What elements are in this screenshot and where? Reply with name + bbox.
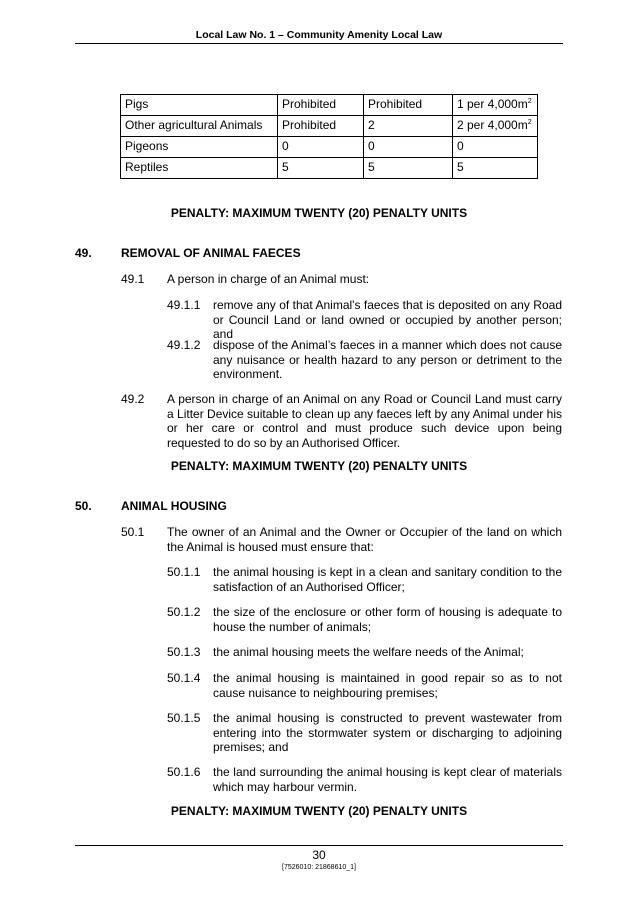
cell-value: 1 per 4,000m	[457, 97, 528, 111]
section-title: REMOVAL OF ANIMAL FAECES	[121, 246, 301, 260]
clause-number: 49.1	[121, 272, 145, 286]
cell-value: 5	[457, 160, 464, 174]
table-cell: Reptiles	[121, 158, 278, 179]
subclause-number: 50.1.6	[167, 765, 201, 779]
subclause-text: the animal housing is constructed to prevent wastewater from entering into the stormwater system or discharging to adjoining premises; and	[213, 711, 562, 754]
table-row	[121, 116, 538, 137]
clause-text: A person in charge of an Animal must:	[167, 272, 370, 286]
page-number: 30	[312, 848, 326, 862]
subclause-text: the animal housing meets the welfare needs of the Animal;	[213, 645, 524, 659]
subclause-number: 50.1.2	[167, 605, 201, 619]
table-row	[121, 95, 538, 116]
section-title: ANIMAL HOUSING	[121, 499, 227, 513]
penalty-statement: PENALTY: MAXIMUM TWENTY (20) PENALTY UNITS	[170, 804, 468, 818]
penalty-statement: PENALTY: MAXIMUM TWENTY (20) PENALTY UNITS	[170, 206, 468, 220]
table-row	[121, 158, 538, 179]
table-cell: 0	[364, 137, 453, 158]
cell-value: 2 per 4,000m	[457, 118, 528, 132]
table-cell	[453, 95, 538, 116]
document-reference: [7526010: 21868610_1]	[282, 864, 356, 871]
table-cell: 5	[278, 158, 364, 179]
subclause-number: 49.1.2	[167, 338, 201, 352]
subclause-number: 50.1.4	[167, 671, 201, 685]
cell-value: 0	[457, 139, 464, 153]
table-cell: Pigeons	[121, 137, 278, 158]
table-cell: Prohibited	[278, 95, 364, 116]
running-header: Local Law No. 1 – Community Amenity Local Law	[195, 29, 443, 41]
footer-divider	[75, 845, 563, 846]
table-cell: Pigs	[121, 95, 278, 116]
subclause-number: 49.1.1	[167, 298, 201, 312]
subclause-text: remove any of that Animal's faeces that is deposited on any Road or Council Land or land owned or occupied by another person; and	[213, 298, 562, 341]
penalty-statement: PENALTY: MAXIMUM TWENTY (20) PENALTY UNITS	[170, 459, 468, 473]
table-cell: 0	[278, 137, 364, 158]
superscript: 2	[527, 98, 532, 105]
clause-text: A person in charge of an Animal on any Road or Council Land must carry a Litter Device suitable to clean up any faeces left by any Animal under his or her care or control and must produce such device upon being requested to do so by an Authorised Officer.	[167, 392, 562, 450]
subclause-text: the land surrounding the animal housing is kept clear of materials which may harbour vermin.	[213, 765, 562, 794]
subclause-text: the size of the enclosure or other form of housing is adequate to house the number of animals;	[213, 605, 562, 634]
superscript: 2	[527, 119, 532, 126]
clause-number: 49.2	[121, 392, 145, 406]
subclause-number: 50.1.5	[167, 711, 201, 725]
table-cell: Prohibited	[364, 95, 453, 116]
table-cell: 5	[364, 158, 453, 179]
section-number: 50.	[75, 499, 92, 513]
subclause-text: the animal housing is maintained in good repair so as to not cause nuisance to neighbouring premises;	[213, 671, 562, 700]
table-cell	[453, 116, 538, 137]
clause-text: The owner of an Animal and the Owner or Occupier of the land on which the Animal is housed must ensure that:	[167, 525, 562, 554]
subclause-text: dispose of the Animal’s faeces in a manner which does not cause any nuisance or health hazard to any person or detriment to the environment.	[213, 338, 562, 381]
subclause-text: the animal housing is kept in a clean and sanitary condition to the satisfaction of an Authorised Officer;	[213, 565, 562, 594]
table-cell: 2	[364, 116, 453, 137]
header-divider	[75, 43, 563, 44]
table-cell: Other agricultural Animals	[121, 116, 278, 137]
animal-limits-table	[120, 94, 538, 179]
table-row	[121, 137, 538, 158]
table-cell: Prohibited	[278, 116, 364, 137]
table-cell	[453, 158, 538, 179]
table-cell	[453, 137, 538, 158]
clause-number: 50.1	[121, 525, 145, 539]
subclause-number: 50.1.3	[167, 645, 201, 659]
section-number: 49.	[75, 246, 92, 260]
subclause-number: 50.1.1	[167, 565, 201, 579]
